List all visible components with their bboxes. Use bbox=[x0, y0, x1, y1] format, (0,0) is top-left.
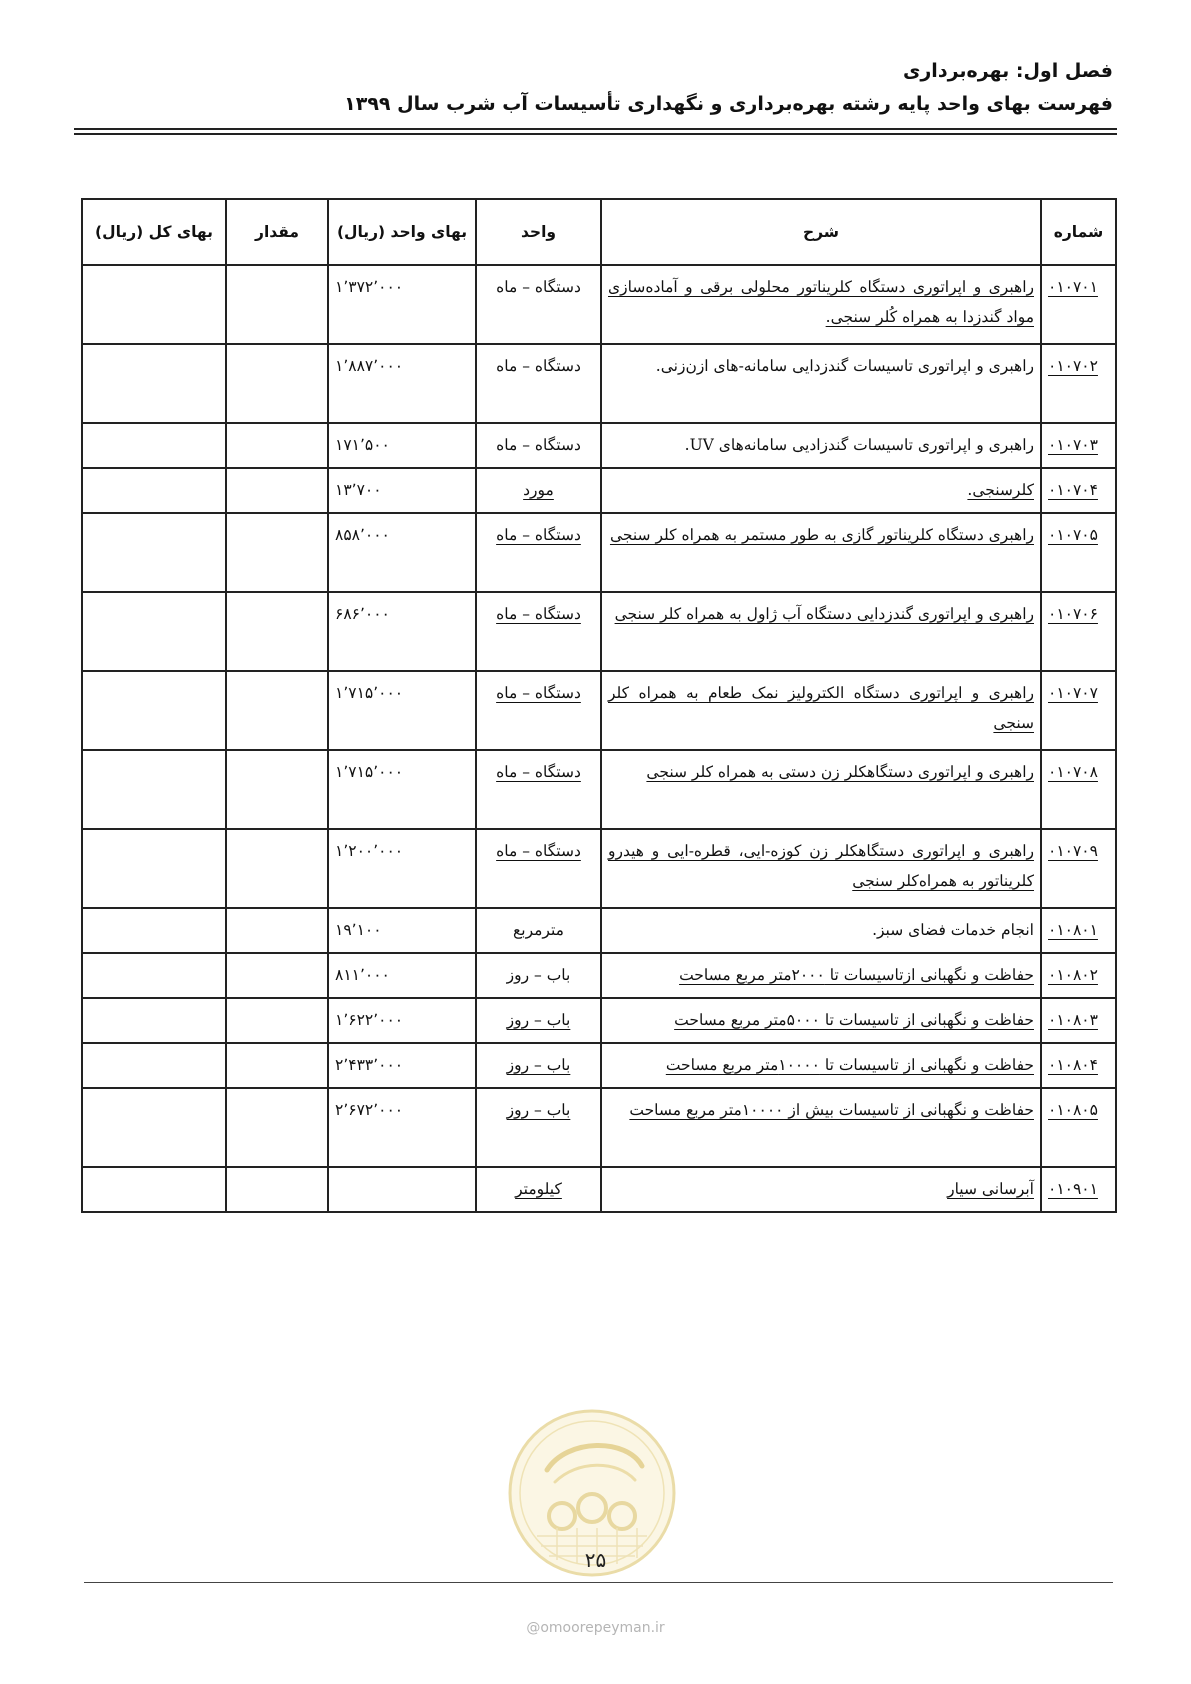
item-description: راهبری و اپراتوری دستگاهکلر زن دستی به همراه کلر سنجی bbox=[601, 750, 1041, 829]
table-row bbox=[82, 1043, 1116, 1088]
item-unit-price: ۱۹٬۱۰۰ bbox=[328, 908, 476, 953]
item-unit-price: ۱٬۳۷۲٬۰۰۰ bbox=[328, 265, 476, 344]
item-number: ۰۱۰۸۰۴ bbox=[1041, 1043, 1116, 1088]
item-description: راهبری و اپراتوری تاسیسات گندزادیی سامانه‌های UV. bbox=[601, 423, 1041, 468]
item-unit: دستگاه – ماه bbox=[476, 513, 601, 592]
item-unit-price: ۲٬۴۳۳٬۰۰۰ bbox=[328, 1043, 476, 1088]
item-total-price bbox=[82, 829, 226, 908]
item-number: ۰۱۰۸۰۲ bbox=[1041, 953, 1116, 998]
item-total-price bbox=[82, 1167, 226, 1212]
item-total-price bbox=[82, 671, 226, 750]
item-number: ۰۱۰۷۰۶ bbox=[1041, 592, 1116, 671]
item-unit: کیلومتر bbox=[476, 1167, 601, 1212]
item-unit: باب – روز bbox=[476, 998, 601, 1043]
item-description: راهبری و اپراتوری تاسیسات گندزدایی سامانه-های ازن‌زنی. bbox=[601, 344, 1041, 423]
item-total-price bbox=[82, 513, 226, 592]
table-row bbox=[82, 1088, 1116, 1167]
item-description: حفاظت و نگهبانی از تاسیسات تا ۱۰۰۰۰متر مربع مساحت bbox=[601, 1043, 1041, 1088]
item-unit: دستگاه – ماه bbox=[476, 344, 601, 423]
item-total-price bbox=[82, 998, 226, 1043]
item-quantity bbox=[226, 468, 328, 513]
item-unit: مورد bbox=[476, 468, 601, 513]
item-quantity bbox=[226, 998, 328, 1043]
table-row bbox=[82, 829, 1116, 908]
item-number: ۰۱۰۸۰۱ bbox=[1041, 908, 1116, 953]
item-description: راهبری و اپراتوری گندزدایی دستگاه آب ژاول به همراه کلر سنجی bbox=[601, 592, 1041, 671]
item-unit: دستگاه – ماه bbox=[476, 750, 601, 829]
document-title: فهرست بهای واحد پایه رشته بهره‌برداری و نگهداری تأسیسات آب شرب سال ۱۳۹۹ bbox=[344, 93, 1113, 115]
item-number: ۰۱۰۷۰۳ bbox=[1041, 423, 1116, 468]
item-unit-price: ۱۳٬۷۰۰ bbox=[328, 468, 476, 513]
page-number: ۲۵ bbox=[584, 1548, 607, 1572]
price-list-table bbox=[81, 198, 1117, 1213]
table-row bbox=[82, 592, 1116, 671]
item-quantity bbox=[226, 513, 328, 592]
item-description: راهبری و اپراتوری دستگاهکلر زن کوزه-ایی، قطره-ایی و هیدرو کلریناتور به همراه‌کلر سنجی bbox=[601, 829, 1041, 908]
table-row bbox=[82, 671, 1116, 750]
column-header-description: شرح bbox=[601, 199, 1041, 265]
item-unit-price: ۱٬۸۸۷٬۰۰۰ bbox=[328, 344, 476, 423]
item-quantity bbox=[226, 1088, 328, 1167]
column-header-number: شماره bbox=[1041, 199, 1116, 265]
item-unit: دستگاه – ماه bbox=[476, 592, 601, 671]
item-unit: باب – روز bbox=[476, 1088, 601, 1167]
item-description: کلرسنجی. bbox=[601, 468, 1041, 513]
item-total-price bbox=[82, 265, 226, 344]
chapter-title: فصل اول: بهره‌برداری bbox=[902, 60, 1113, 82]
item-quantity bbox=[226, 423, 328, 468]
item-description: انجام خدمات فضای سبز. bbox=[601, 908, 1041, 953]
item-description: راهبری و اپراتوری دستگاه کلریناتور محلولی برقی و آماده‌سازی مواد گندزدا به همراه کُلر سنجی. bbox=[601, 265, 1041, 344]
item-number: ۰۱۰۸۰۳ bbox=[1041, 998, 1116, 1043]
item-quantity bbox=[226, 265, 328, 344]
table-row bbox=[82, 998, 1116, 1043]
item-total-price bbox=[82, 953, 226, 998]
item-unit: باب – روز bbox=[476, 953, 601, 998]
item-number: ۰۱۰۹۰۱ bbox=[1041, 1167, 1116, 1212]
table-row bbox=[82, 953, 1116, 998]
item-total-price bbox=[82, 344, 226, 423]
item-unit: دستگاه – ماه bbox=[476, 423, 601, 468]
item-total-price bbox=[82, 750, 226, 829]
website-handle: @omoorepeyman.ir bbox=[526, 1620, 665, 1636]
table-row bbox=[82, 513, 1116, 592]
item-quantity bbox=[226, 908, 328, 953]
item-number: ۰۱۰۷۰۴ bbox=[1041, 468, 1116, 513]
item-unit-price: ۱۷۱٬۵۰۰ bbox=[328, 423, 476, 468]
item-total-price bbox=[82, 423, 226, 468]
footer-rule bbox=[84, 1582, 1113, 1583]
column-header-unit: واحد bbox=[476, 199, 601, 265]
item-unit-price: ۱٬۲۰۰٬۰۰۰ bbox=[328, 829, 476, 908]
item-description: حفاظت و نگهبانی از تاسیسات تا ۵۰۰۰متر مربع مساحت bbox=[601, 998, 1041, 1043]
item-unit-price: ۲٬۶۷۲٬۰۰۰ bbox=[328, 1088, 476, 1167]
item-unit: دستگاه – ماه bbox=[476, 265, 601, 344]
table-header-row bbox=[82, 199, 1116, 265]
header-rule-secondary bbox=[74, 133, 1117, 135]
item-unit-price: ۸۵۸٬۰۰۰ bbox=[328, 513, 476, 592]
item-total-price bbox=[82, 592, 226, 671]
item-unit-price: ۸۱۱٬۰۰۰ bbox=[328, 953, 476, 998]
column-header-total-price: بهای کل (ریال) bbox=[82, 199, 226, 265]
item-description: آبرسانی سیار bbox=[601, 1167, 1041, 1212]
item-quantity bbox=[226, 592, 328, 671]
item-number: ۰۱۰۷۰۹ bbox=[1041, 829, 1116, 908]
item-number: ۰۱۰۸۰۵ bbox=[1041, 1088, 1116, 1167]
item-unit: دستگاه – ماه bbox=[476, 829, 601, 908]
table-row bbox=[82, 265, 1116, 344]
item-number: ۰۱۰۷۰۷ bbox=[1041, 671, 1116, 750]
table-row bbox=[82, 908, 1116, 953]
table-row bbox=[82, 750, 1116, 829]
item-number: ۰۱۰۷۰۸ bbox=[1041, 750, 1116, 829]
header-rule bbox=[74, 128, 1117, 130]
item-unit-price bbox=[328, 1167, 476, 1212]
table-row bbox=[82, 468, 1116, 513]
table-row bbox=[82, 1167, 1116, 1212]
item-total-price bbox=[82, 468, 226, 513]
item-description: راهبری دستگاه کلریناتور گازی به طور مستمر به همراه کلر سنجی bbox=[601, 513, 1041, 592]
item-unit: دستگاه – ماه bbox=[476, 671, 601, 750]
item-number: ۰۱۰۷۰۵ bbox=[1041, 513, 1116, 592]
item-quantity bbox=[226, 829, 328, 908]
item-description: راهبری و اپراتوری دستگاه الکترولیز نمک طعام به همراه کلر سنجی bbox=[601, 671, 1041, 750]
column-header-quantity: مقدار bbox=[226, 199, 328, 265]
item-description: حفاظت و نگهبانی از تاسیسات بیش از ۱۰۰۰۰متر مربع مساحت bbox=[601, 1088, 1041, 1167]
item-unit: مترمربع bbox=[476, 908, 601, 953]
item-unit-price: ۱٬۶۲۲٬۰۰۰ bbox=[328, 998, 476, 1043]
item-total-price bbox=[82, 1043, 226, 1088]
item-description: حفاظت و نگهبانی ازتاسیسات تا ۲۰۰۰متر مربع مساحت bbox=[601, 953, 1041, 998]
item-quantity bbox=[226, 750, 328, 829]
item-quantity bbox=[226, 953, 328, 998]
item-unit: باب – روز bbox=[476, 1043, 601, 1088]
item-quantity bbox=[226, 1043, 328, 1088]
table-row bbox=[82, 344, 1116, 423]
item-quantity bbox=[226, 344, 328, 423]
item-quantity bbox=[226, 1167, 328, 1212]
item-total-price bbox=[82, 1088, 226, 1167]
item-unit-price: ۱٬۷۱۵٬۰۰۰ bbox=[328, 671, 476, 750]
item-number: ۰۱۰۷۰۱ bbox=[1041, 265, 1116, 344]
item-unit-price: ۶۸۶٬۰۰۰ bbox=[328, 592, 476, 671]
column-header-unit-price: بهای واحد (ریال) bbox=[328, 199, 476, 265]
table-row bbox=[82, 423, 1116, 468]
item-total-price bbox=[82, 908, 226, 953]
item-quantity bbox=[226, 671, 328, 750]
item-number: ۰۱۰۷۰۲ bbox=[1041, 344, 1116, 423]
item-unit-price: ۱٬۷۱۵٬۰۰۰ bbox=[328, 750, 476, 829]
page-header bbox=[344, 58, 1113, 118]
